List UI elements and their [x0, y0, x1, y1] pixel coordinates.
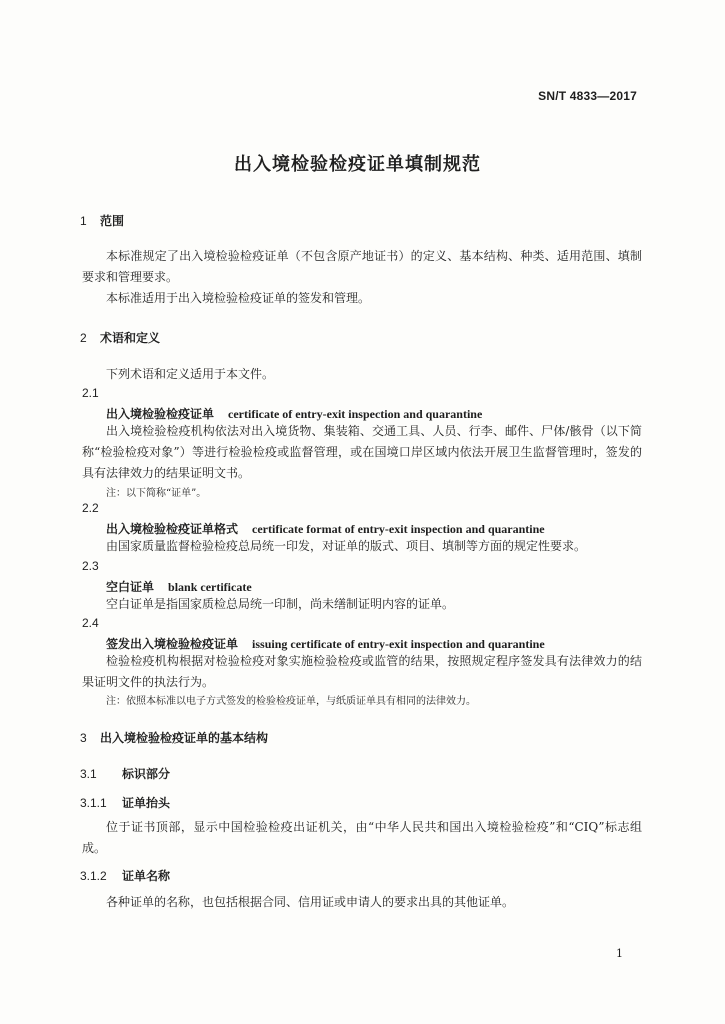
term-2-4-definition: 检验检疫机构根据对检验检疫对象实施检验检疫或监管的结果，按照规定程序签发具有法律效力的结果证明文件的执法行为。 — [82, 654, 642, 689]
terms-intro: 下列术语和定义适用于本文件。 — [106, 367, 275, 381]
section-2-heading — [80, 329, 160, 346]
term-2-4 — [106, 635, 545, 652]
section-title: 出入境检验检疫证单的基本结构 — [100, 731, 269, 745]
term-cn: 空白证单 — [106, 580, 155, 594]
section-number: 3.1.2 — [80, 869, 107, 883]
scope-paragraph-1: 本标准规定了出入境检验检疫证单（不包含原产地证书）的定义、基本结构、种类、适用范围、填制要求和管理要求。 — [82, 249, 642, 284]
term-2-1-definition: 出入境检验检疫机构依法对出入境货物、集装箱、交通工具、人员、行李、邮件、尸体/骸骨（以下简称“检验检疫对象”）等进行检验检疫或监督管理，或在国境口岸区域内依法开展卫生监督管理时，签发的具有法律效力的结果证明文书。 — [82, 424, 642, 480]
clause-2-2-number: 2.2 — [82, 501, 99, 515]
section-title: 标识部分 — [122, 767, 171, 781]
clause-2-3-number: 2.3 — [82, 559, 99, 573]
term-2-2-definition: 由国家质量监督检验检疫总局统一印发，对证单的版式、项目、填制等方面的规定性要求。 — [106, 539, 587, 553]
section-number: 3 — [80, 731, 87, 745]
term-2-1 — [106, 405, 482, 422]
section-title: 证单抬头 — [122, 796, 171, 810]
term-cn: 出入境检验检疫证单 — [106, 407, 215, 421]
section-title: 范围 — [100, 214, 125, 228]
term-2-1-note: 注：以下简称“证单”。 — [106, 488, 207, 499]
term-cn: 签发出入境检验检疫证单 — [106, 637, 239, 651]
term-2-3 — [106, 578, 252, 595]
clause-2-4-number: 2.4 — [82, 616, 99, 630]
term-en: issuing certificate of entry-exit inspection and quarantine — [252, 637, 545, 651]
section-3-1-2-heading — [80, 867, 170, 884]
section-number: 3.1.1 — [80, 796, 107, 810]
document-title: 出入境检验检疫证单填制规范 — [234, 154, 481, 175]
term-en: certificate of entry-exit inspection and quarantine — [228, 407, 483, 421]
section-number: 2 — [80, 331, 87, 345]
section-3-1-2-paragraph: 各种证单的名称，也包括根据合同、信用证或申请人的要求出具的其他证单。 — [106, 895, 515, 909]
section-title: 术语和定义 — [100, 331, 161, 345]
clause-2-1-number: 2.1 — [82, 386, 99, 400]
section-3-heading — [80, 729, 268, 746]
section-title: 证单名称 — [122, 869, 171, 883]
page-number: 1 — [616, 947, 623, 960]
term-en: certificate format of entry-exit inspection and quarantine — [252, 522, 545, 536]
section-3-1-heading — [80, 765, 170, 782]
section-1-heading — [80, 212, 124, 229]
term-cn: 出入境检验检疫证单格式 — [106, 522, 239, 536]
term-2-2 — [106, 520, 545, 537]
standard-code: SN/T 4833—2017 — [538, 89, 637, 103]
section-3-1-1-heading — [80, 794, 170, 811]
section-3-1-1-paragraph: 位于证书顶部，显示中国检验检疫出证机关，由“中华人民共和国出入境检验检疫”和“CIQ”标志组成。 — [82, 820, 642, 855]
section-number: 1 — [80, 214, 87, 228]
term-2-3-definition: 空白证单是指国家质检总局统一印制，尚未缮制证明内容的证单。 — [106, 597, 455, 611]
section-number: 3.1 — [80, 767, 97, 781]
scope-paragraph-2: 本标准适用于出入境检验检疫证单的签发和管理。 — [106, 291, 371, 305]
term-2-4-note: 注：依照本标准以电子方式签发的检验检疫证单，与纸质证单具有相同的法律效力。 — [106, 696, 476, 707]
term-en: blank certificate — [168, 580, 252, 594]
